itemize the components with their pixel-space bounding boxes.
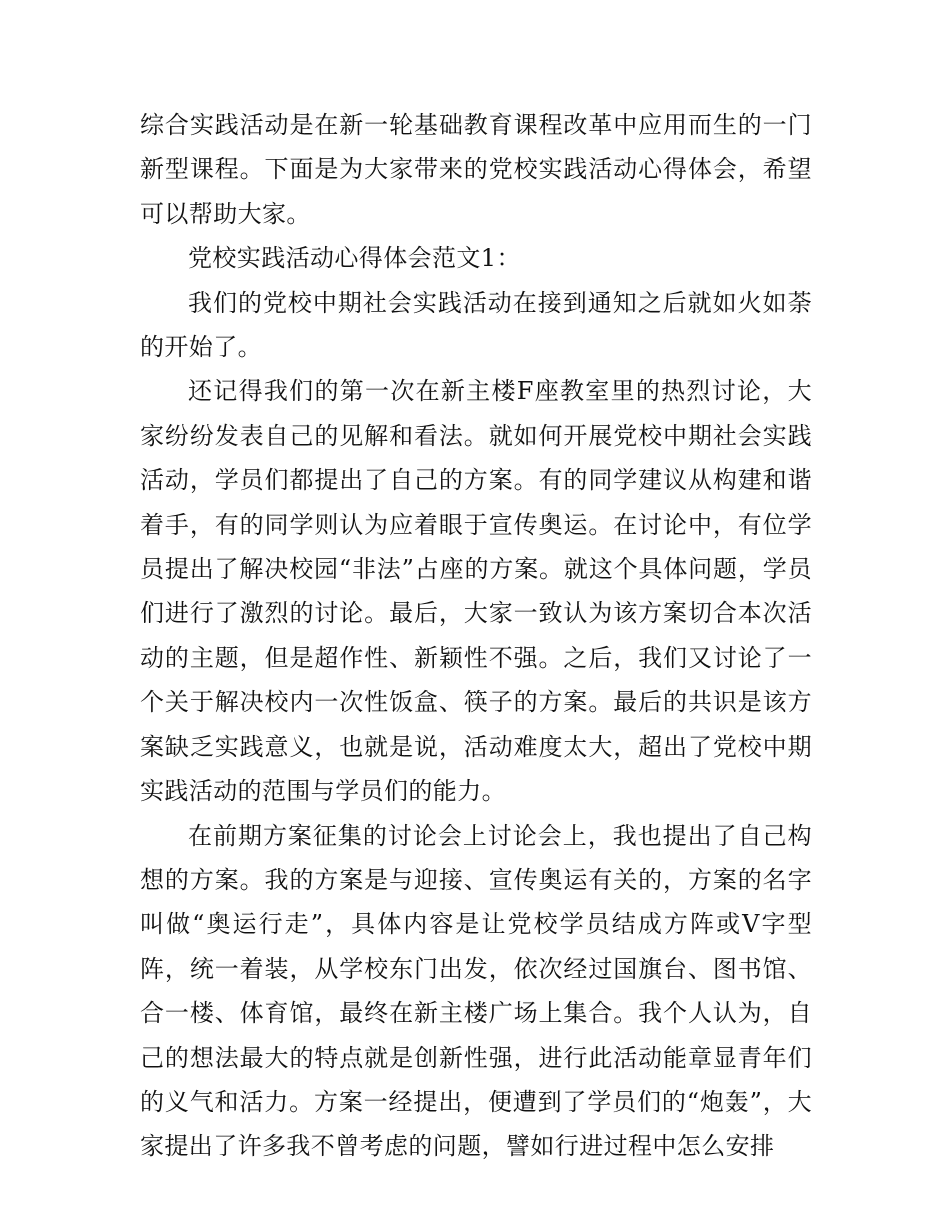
intro-paragraph: 综合实践活动是在新一轮基础教育课程改革中应用而生的一门新型课程。下面是为大家带来的党校实践活动心得体会，希望可以帮助大家。 xyxy=(140,111,812,228)
body-paragraph-proposal: 在前期方案征集的讨论会上讨论会上，我也提出了自己构想的方案。我的方案是与迎接、宣传奥运有关的，方案的名字叫做“奥运行走”，具体内容是让党校学员结成方阵或V字型阵，统一着装，从学校东门出发，依次经过国旗台、图书馆、合一楼、体育馆，最终在新主楼广场上集合。我个人认为，自己的想法最大的特点就是创新性强，进行此活动能章显青年们的义气和活力。方案一经提出，便遭到了学员们的“炮轰”，大家提出了许多我不曾考虑的问题，譬如行进过程中怎么安排 xyxy=(140,821,812,1161)
sample-heading: 党校实践活动心得体会范文1： xyxy=(188,244,521,273)
document-page xyxy=(140,103,812,1169)
body-paragraph-start: 我们的党校中期社会实践活动在接到通知之后就如火如荼的开始了。 xyxy=(140,288,812,362)
body-paragraph-discussion: 还记得我们的第一次在新主楼F座教室里的热烈讨论，大家纷纷发表自己的见解和看法。就如何开展党校中期社会实践活动，学员们都提出了自己的方案。有的同学建议从构建和谐着手，有的同学则认为应着眼于宣传奥运。在讨论中，有位学员提出了解决校园“非法”占座的方案。就这个具体问题，学员们进行了激烈的讨论。最后，大家一致认为该方案切合本次活动的主题，但是超作性、新颖性不强。之后，我们又讨论了一个关于解决校内一次性饭盒、筷子的方案。最后的共识是该方案缺乏实践意义，也就是说，活动难度太大，超出了党校中期实践活动的范围与学员们的能力。 xyxy=(140,377,812,806)
